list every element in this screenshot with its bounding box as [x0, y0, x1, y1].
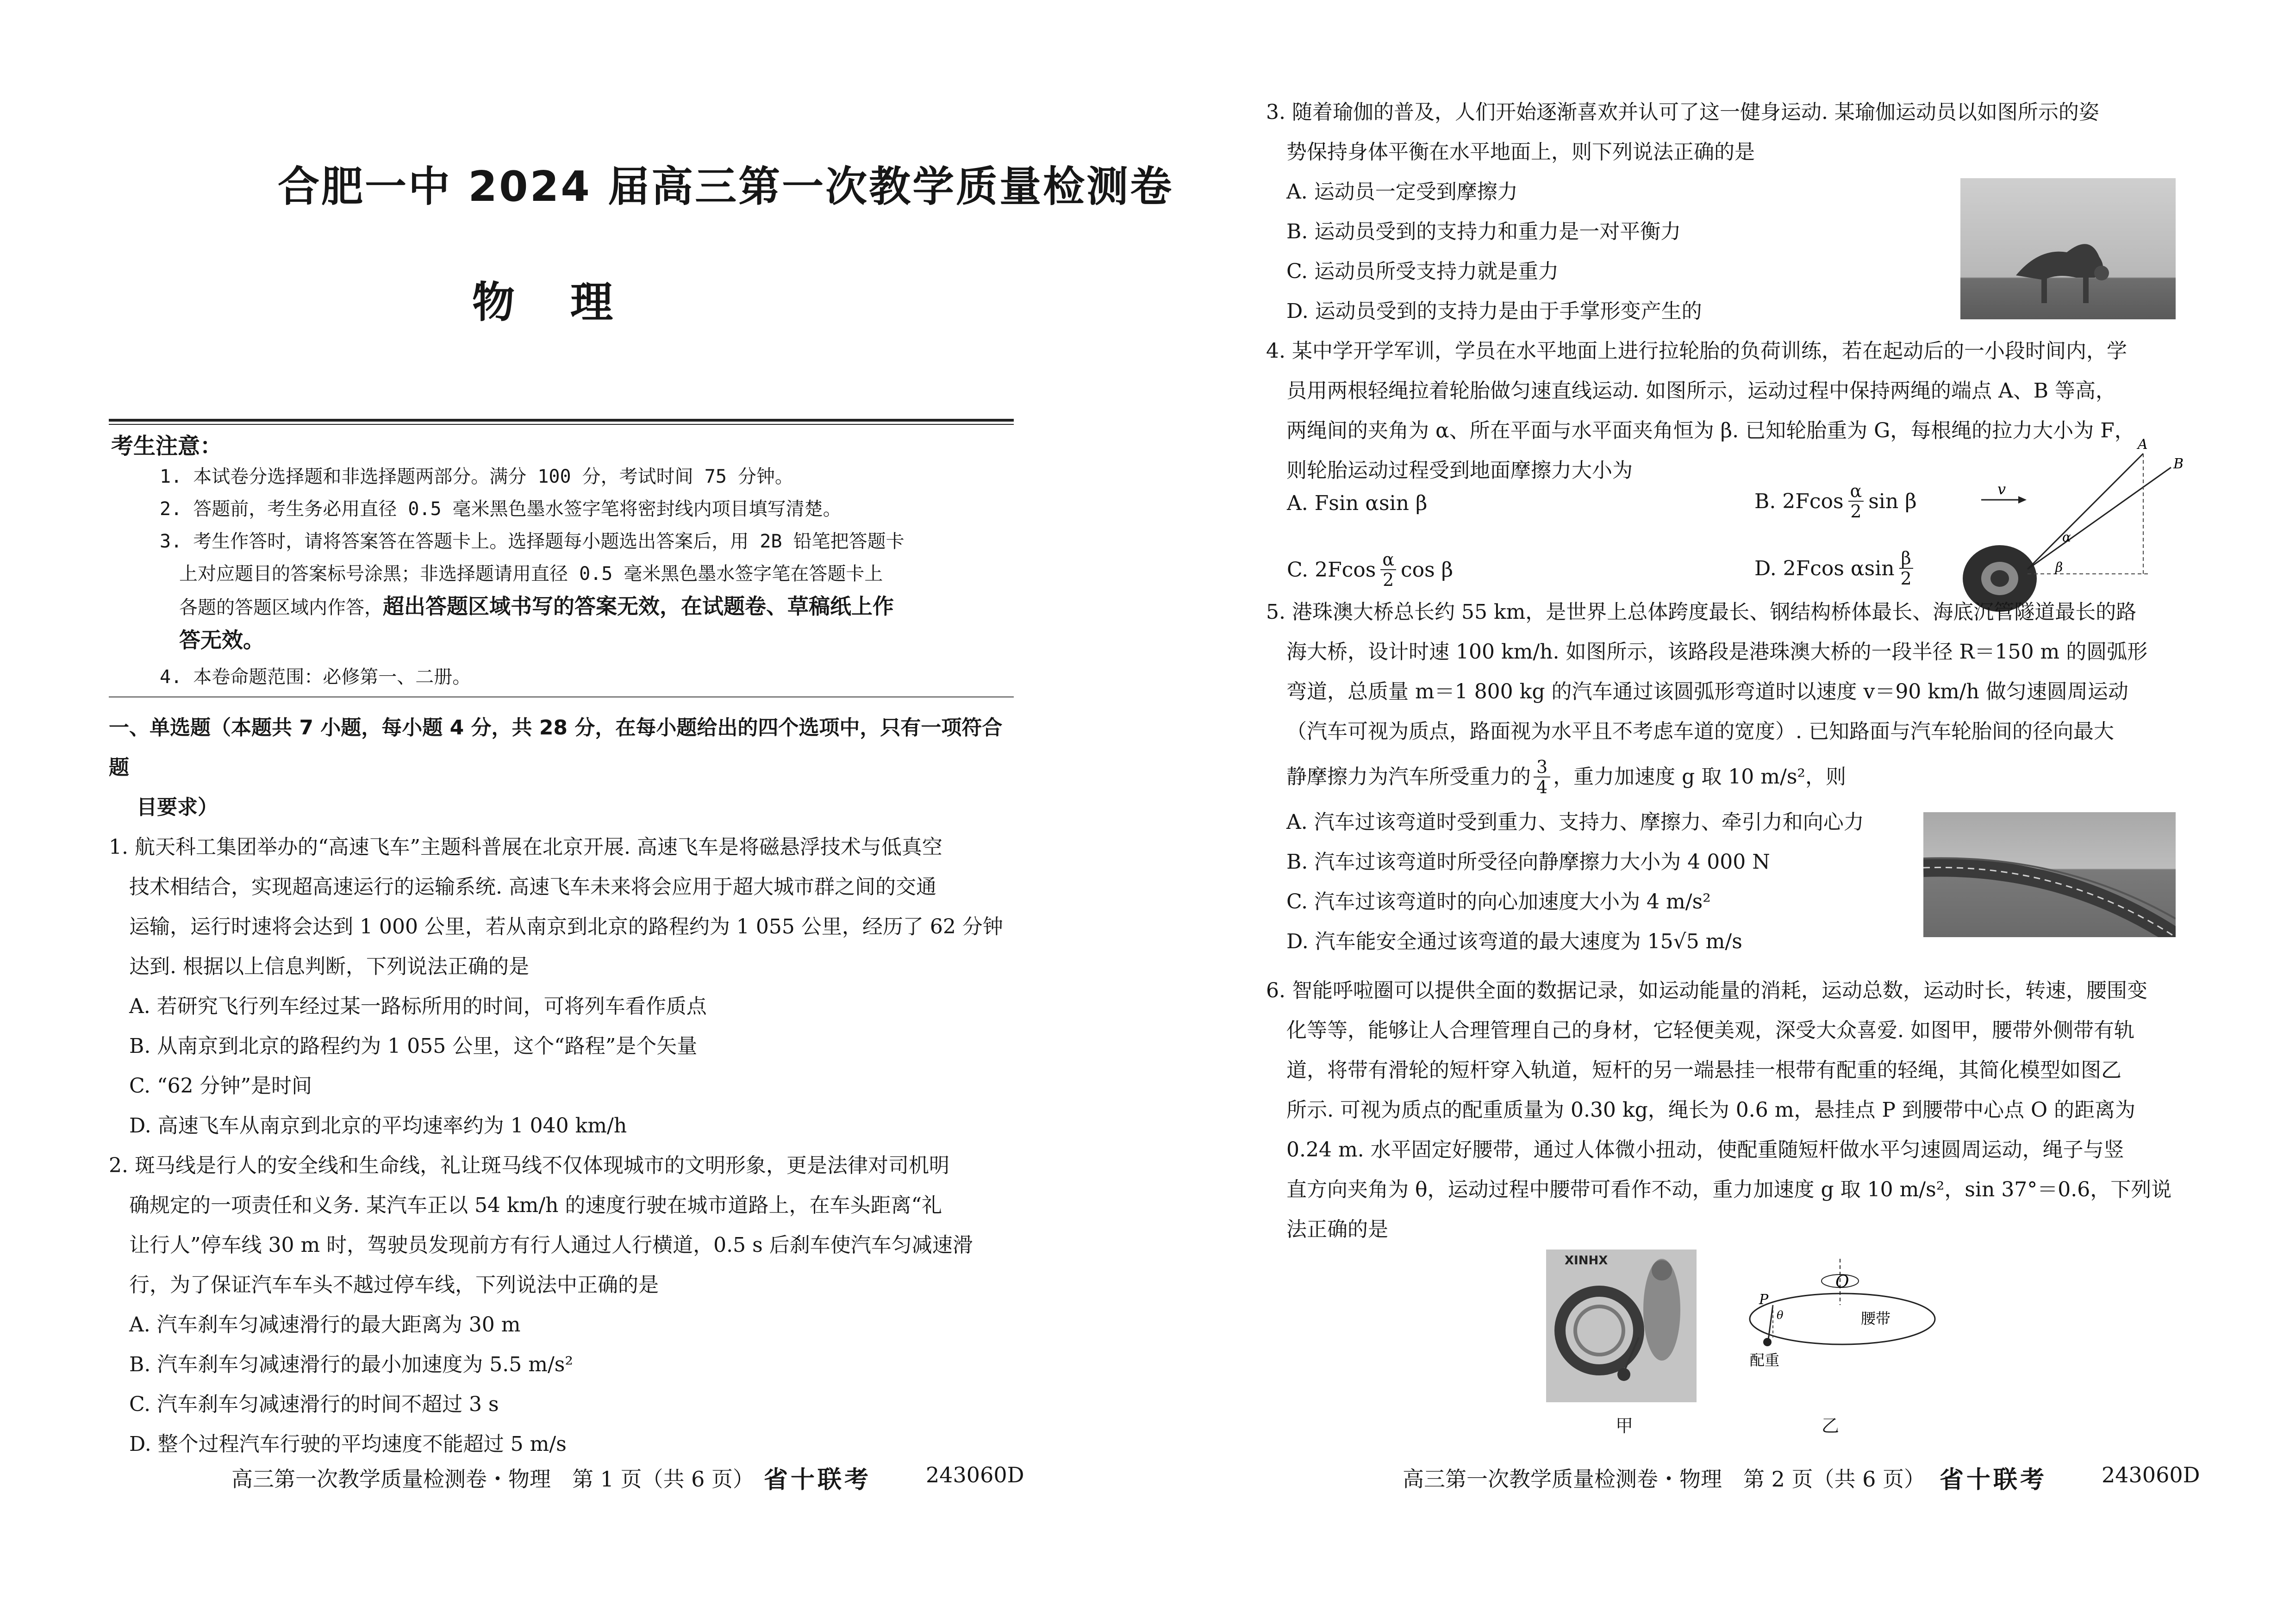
fig4-label-b: B — [2173, 456, 2184, 472]
q4-line-4: 则轮胎运动过程受到地面摩擦力大小为 — [1286, 459, 1633, 482]
notice-top-rule-thin — [109, 424, 1014, 425]
q4-option-a: A. Fsin αsin β — [1287, 491, 1428, 515]
q1-line-3: 运输，运行时速将会达到 1 000 公里，若从南京到北京的路程约为 1 055 公里，经历了 62 分钟 — [129, 915, 1003, 939]
notice-heading: 考生注意： — [111, 433, 223, 459]
q3-option-c: C. 运动员所受支持力就是重力 — [1286, 260, 1559, 283]
figure-jia-label: 甲 — [1616, 1416, 1634, 1436]
q4-option-b-suffix: sin β — [1868, 489, 1917, 513]
q6-line-5: 0.24 m. 水平固定好腰带，通过人体微小扭动，使配重随短杆做水平匀速圆周运动，绳子与竖 — [1286, 1138, 2124, 1162]
hula-brand-text: XINHX — [1565, 1254, 1608, 1268]
right-footer: 高三第一次教学质量检测卷・物理 第 2 页（共 6 页） — [1403, 1467, 1926, 1492]
left-seal: 省十联考 — [764, 1466, 872, 1494]
notice-bold-a: 超出答题区域书写的答案无效，在试题卷、草稿纸上作 — [383, 594, 894, 619]
q4-c-frac-den: 2 — [1383, 570, 1394, 590]
right-code: 243060D — [2102, 1462, 2200, 1487]
fig4-label-beta: β — [2055, 560, 2063, 575]
schematic-weight-label: 配重 — [1750, 1351, 1780, 1369]
hula-hoop-icon — [1546, 1250, 1697, 1402]
q5-frac-den: 4 — [1536, 777, 1548, 797]
bridge-photo — [1923, 812, 2176, 937]
notice-item-1: 1. 本试卷分选择题和非选择题两部分。满分 100 分，考试时间 75 分钟。 — [160, 466, 793, 487]
right-questions-q6 — [1266, 971, 2192, 1250]
q6-line-4: 所示. 可视为质点的配重质量为 0.30 kg，绳长为 0.6 m，悬挂点 P 到腰带中心点 O 的距离为 — [1286, 1098, 2136, 1122]
q6-line-2: 化等等，能够让人合理管理自己的身材，它轻便美观，深受大众喜爱. 如图甲，腰带外侧带有轨 — [1286, 1019, 2134, 1042]
q5-line-4: （汽车可视为质点，路面视为水平且不考虑车道的宽度）. 已知路面与汽车轮胎间的径向最大 — [1286, 720, 2114, 743]
q4-option-c-suffix: cos β — [1400, 558, 1454, 582]
q5-option-c: C. 汽车过该弯道时的向心加速度大小为 4 m/s² — [1286, 890, 1711, 914]
notice-item-3b: 上对应题目的答案标号涂黑；非选择题请用直径 0.5 毫米黑色墨水签字笔在答题卡上 — [179, 563, 883, 585]
section1-heading: 一、单选题（本题共 7 小题，每小题 4 分，共 28 分，在每小题给出的四个选项中，只有一项符合题 — [109, 716, 1003, 779]
hula-hoop-photo — [1546, 1250, 1697, 1402]
fig4-label-alpha: α — [2062, 529, 2071, 545]
q3-line-1: 3. 随着瑜伽的普及，人们开始逐渐喜欢并认可了这一健身运动. 某瑜伽运动员以如图所示的姿 — [1266, 100, 2099, 124]
left-code: 243060D — [926, 1462, 1024, 1487]
q5-option-b: B. 汽车过该弯道时所受径向静摩擦力大小为 4 000 N — [1286, 850, 1770, 874]
subject-title: 物理 — [472, 278, 669, 327]
q4-option-c-prefix: C. 2Fcos — [1287, 558, 1376, 582]
q2-option-d: D. 整个过程汽车行驶的平均速度不能超过 5 m/s — [129, 1432, 567, 1456]
notice-bold-b: 答无效。 — [179, 628, 264, 653]
q4-b-frac-num: α — [1848, 481, 1864, 502]
left-questions — [109, 708, 1016, 1464]
right-seal: 省十联考 — [1940, 1466, 2047, 1494]
bridge-curve-icon — [1923, 812, 2176, 937]
q5-frac-num: 3 — [1534, 757, 1550, 777]
q4-option-b — [1754, 481, 1917, 521]
q4-option-c — [1287, 550, 1453, 590]
notice-item-4: 4. 本卷命题范围：必修第一、二册。 — [160, 666, 471, 688]
q5-line-2: 海大桥，设计时速 100 km/h. 如图所示，该路段是港珠澳大桥的一段半径 R＝150 m 的圆弧形 — [1286, 640, 2148, 664]
q4-d-frac-num: β — [1899, 548, 1913, 569]
q5-line-3: 弯道，总质量 m＝1 800 kg 的汽车通过该圆弧形弯道时以速度 v＝90 km/h 做匀速圆周运动 — [1286, 680, 2128, 703]
fig4-label-a: A — [2138, 436, 2148, 453]
notice-item-2: 2. 答题前，考生务必用直径 0.5 毫米黑色墨水签字笔将密封线内项目填写清楚。 — [160, 498, 842, 520]
q3-line-2: 势保持身体平衡在水平地面上，则下列说法正确的是 — [1286, 140, 1755, 164]
q5-line-1: 5. 港珠澳大桥总长约 55 km，是世界上总体跨度最长、钢结构桥体最长、海底沉管隧道最长的路 — [1266, 600, 2137, 624]
q6-line-1: 6. 智能呼啦圈可以提供全面的数据记录，如运动能量的消耗，运动总数，运动时长，转速，腰围变 — [1266, 979, 2147, 1002]
q5-line-5 — [1266, 752, 2192, 802]
notice-item-3: 3. 考生作答时，请将答案答在答题卡上。选择题每小题选出答案后，用 2B 铅笔把答题卡 — [160, 531, 905, 552]
q1-option-a: A. 若研究飞行列车经过某一路标所用的时间，可将列车看作质点 — [129, 995, 707, 1018]
q3-option-b: B. 运动员受到的支持力和重力是一对平衡力 — [1286, 220, 1681, 243]
notice-item-3c: 各题的答题区域内作答， — [179, 597, 383, 618]
q1-option-c: C. “62 分钟”是时间 — [129, 1074, 312, 1098]
section1-heading-2: 目要求） — [137, 796, 218, 819]
q3-option-a: A. 运动员一定受到摩擦力 — [1286, 180, 1518, 204]
q4-b-frac-den: 2 — [1850, 501, 1862, 522]
q2-line-3: 让行人”停车线 30 m 时，驾驶员发现前方有行人通过人行横道，0.5 s 后刹车使汽车匀减速滑 — [129, 1233, 973, 1257]
q2-line-1: 2. 斑马线是行人的安全线和生命线，礼让斑马线不仅体现城市的文明形象，更是法律对司机明 — [109, 1154, 949, 1177]
left-footer: 高三第一次教学质量检测卷・物理 第 1 页（共 6 页） — [231, 1467, 755, 1492]
q4-option-b-fraction — [1848, 481, 1864, 521]
q2-option-a: A. 汽车刹车匀减速滑行的最大距离为 30 m — [129, 1313, 521, 1337]
q4-line-2: 员用两根轻绳拉着轮胎做匀速直线运动. 如图所示，运动过程中保持两绳的端点 A、B 等高， — [1286, 379, 2116, 403]
q1-line-2: 技术相结合，实现超高速运行的运输系统. 高速飞车未来将会应用于超大城市群之间的交通 — [129, 875, 936, 899]
hula-schematic — [1741, 1250, 1944, 1398]
q4-d-frac-den: 2 — [1900, 568, 1912, 589]
notice-bottom-rule — [109, 696, 1014, 697]
q4-c-frac-num: α — [1380, 550, 1396, 570]
q2-option-c: C. 汽车刹车匀减速滑行的时间不超过 3 s — [129, 1393, 499, 1416]
q5-option-a: A. 汽车过该弯道时受到重力、支持力、摩擦力、牵引力和向心力 — [1286, 810, 1864, 834]
q4-option-c-fraction — [1380, 550, 1396, 590]
exam-title: 合肥一中 2024 届高三第一次教学质量检测卷 — [278, 162, 1174, 211]
q5-line-5-prefix: 静摩擦力为汽车所受重力的 — [1286, 765, 1531, 789]
q1-line-4: 达到. 根据以上信息判断，下列说法正确的是 — [129, 955, 529, 978]
q1-line-1: 1. 航天科工集团举办的“高速飞车”主题科普展在北京开展. 高速飞车是将磁悬浮技术与低真空 — [109, 835, 942, 859]
q4-line-1: 4. 某中学开学军训，学员在水平地面上进行拉轮胎的负荷训练，若在起动后的一小段时间内，学 — [1266, 339, 2127, 363]
q5-fraction — [1534, 757, 1550, 797]
q4-option-b-prefix: B. 2Fcos — [1754, 489, 1844, 513]
notice-list — [160, 460, 1016, 693]
schematic-o-label: O — [1835, 1273, 1849, 1292]
q4-option-d-prefix: D. 2Fcos αsin — [1754, 556, 1895, 580]
notice-top-rule — [109, 419, 1014, 422]
q6-line-6: 直方向夹角为 θ，运动过程中腰带可看作不动，重力加速度 g 取 10 m/s²，sin 37°＝0.6，下列说 — [1286, 1178, 2172, 1201]
schematic-belt-label: 腰带 — [1861, 1310, 1891, 1327]
q1-option-b: B. 从南京到北京的路程约为 1 055 公里，这个“路程”是个矢量 — [129, 1034, 698, 1058]
schematic-theta-label: θ — [1777, 1309, 1784, 1322]
q2-line-2: 确规定的一项责任和义务. 某汽车正以 54 km/h 的速度行驶在城市道路上，在车头距离“礼 — [129, 1194, 942, 1217]
q4-line-3: 两绳间的夹角为 α、所在平面与水平面夹角恒为 β. 已知轮胎重为 G，每根绳的拉力大小为 F， — [1286, 419, 2135, 442]
q4-option-d-fraction — [1899, 548, 1913, 588]
schematic-p-label: P — [1759, 1292, 1769, 1308]
figure-yi-label: 乙 — [1822, 1416, 1840, 1436]
q2-line-4: 行，为了保证汽车车头不越过停车线，下列说法中正确的是 — [129, 1273, 659, 1297]
q2-option-b: B. 汽车刹车匀减速滑行的最小加速度为 5.5 m/s² — [129, 1353, 574, 1376]
q6-line-7: 法正确的是 — [1286, 1218, 1388, 1241]
fig4-label-v: v — [1997, 480, 2006, 498]
yoga-figure-icon — [1960, 178, 2176, 319]
q4-option-d — [1754, 548, 1913, 588]
yoga-photo — [1960, 178, 2176, 319]
q5-line-5-suffix: ，重力加速度 g 取 10 m/s²，则 — [1553, 765, 1847, 789]
q3-option-d: D. 运动员受到的支持力是由于手掌形变产生的 — [1286, 299, 1702, 323]
q5-option-d: D. 汽车能安全通过该弯道的最大速度为 15√5 m/s — [1286, 930, 1742, 953]
q6-line-3: 道，将带有滑轮的短杆穿入轨道，短杆的另一端悬挂一根带有配重的轻绳，其简化模型如图乙 — [1286, 1058, 2121, 1082]
q1-option-d: D. 高速飞车从南京到北京的平均速率约为 1 040 km/h — [129, 1114, 627, 1138]
